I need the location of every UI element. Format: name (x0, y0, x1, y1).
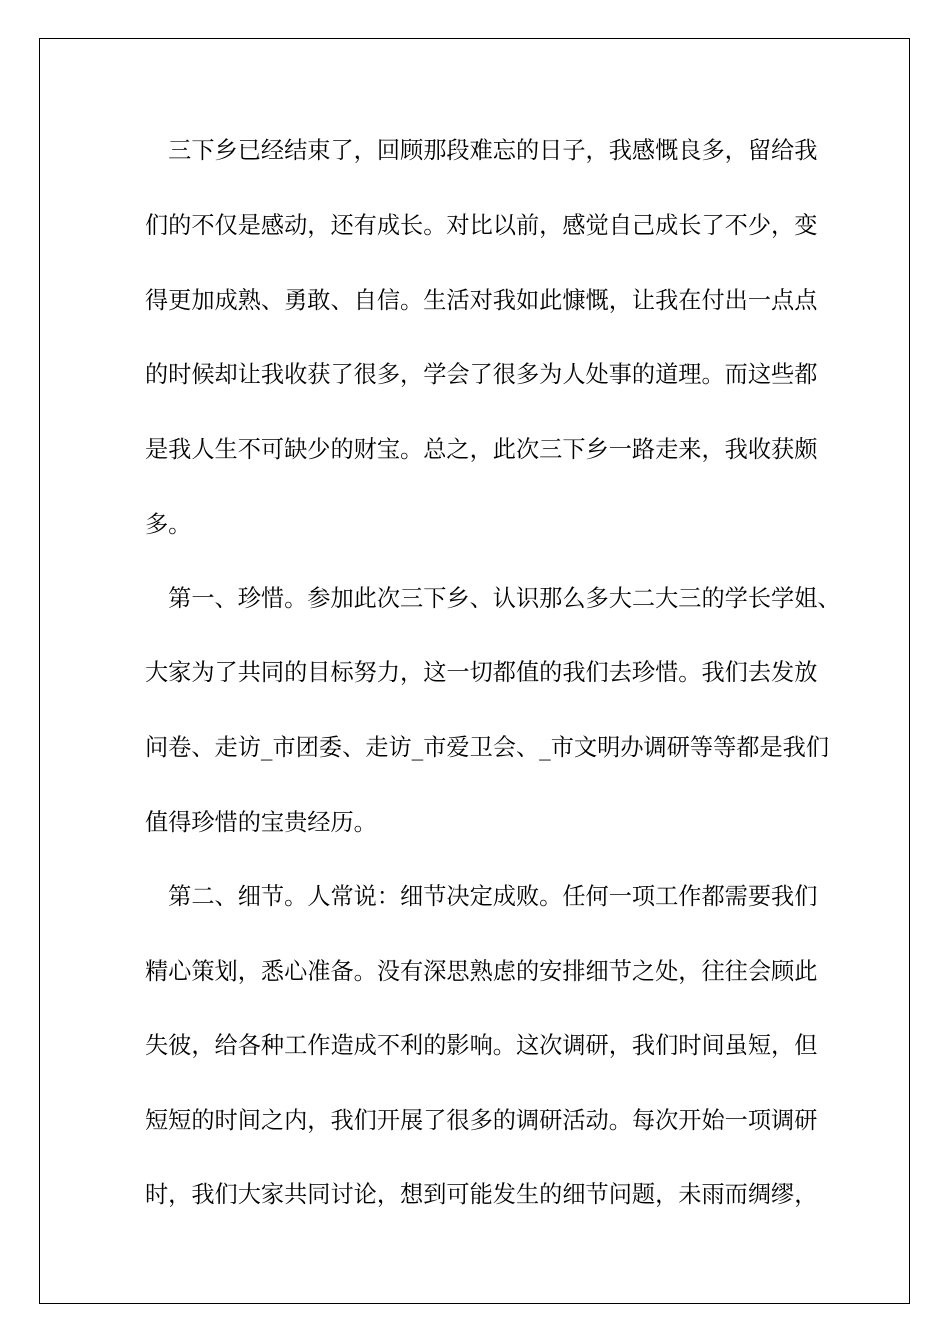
text-line: 时，我们大家共同讨论，想到可能发生的细节问题，未雨而绸缪， (145, 1181, 818, 1208)
text-line: 值得珍惜的宝贵经历。 (145, 809, 377, 836)
text-line: 多。 (145, 511, 192, 538)
text-line: 第一、珍惜。参加此次三下乡、认识那么多大二大三的学长学姐、 (145, 585, 841, 612)
text-line: 问卷、走访_市团委、走访_市爱卫会、_市文明办调研等等都是我们 (145, 734, 830, 761)
text-line: 第二、细节。人常说：细节决定成败。任何一项工作都需要我们 (145, 883, 818, 910)
text-line: 精心策划，悉心准备。没有深思熟虑的安排细节之处，往往会顾此 (145, 958, 818, 985)
text-line: 们的不仅是感动，还有成长。对比以前，感觉自己成长了不少，变 (145, 212, 818, 239)
text-line: 的时候却让我收获了很多，学会了很多为人处事的道理。而这些都 (145, 361, 818, 388)
text-line: 失彼，给各种工作造成不利的影响。这次调研，我们时间虽短，但 (145, 1032, 818, 1059)
text-line: 三下乡已经结束了，回顾那段难忘的日子，我感慨良多，留给我 (145, 137, 818, 164)
text-line: 得更加成熟、勇敢、自信。生活对我如此慷慨，让我在付出一点点 (145, 287, 818, 314)
text-line: 短短的时间之内，我们开展了很多的调研活动。每次开始一项调研 (145, 1107, 818, 1134)
text-line: 大家为了共同的目标努力，这一切都值的我们去珍惜。我们去发放 (145, 659, 818, 686)
text-line: 是我人生不可缺少的财宝。总之，此次三下乡一路走来，我收获颇 (145, 436, 818, 463)
